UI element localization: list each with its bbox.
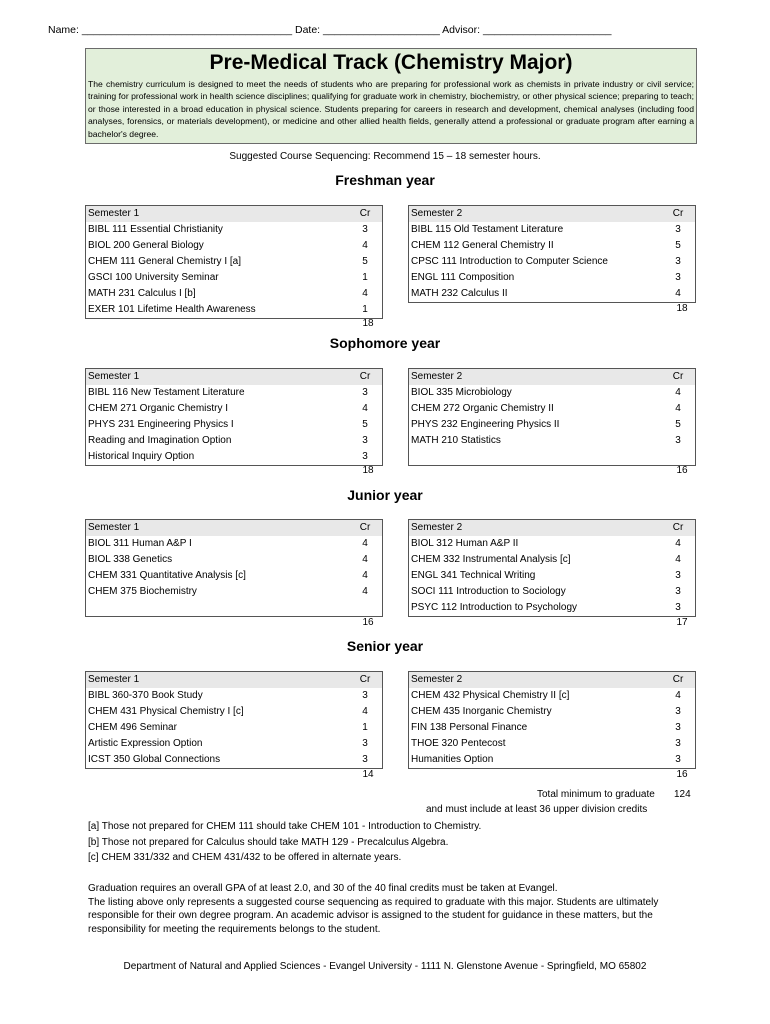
page-footer: Department of Natural and Applied Sciences - Evangel University - 1111 N. Glenstone Avenue - Springfield, MO 65802 <box>123 961 647 972</box>
semester-header: Semester 2 <box>409 369 662 386</box>
course-name: CHEM 332 Instrumental Analysis [c] <box>411 554 571 565</box>
table-row <box>409 286 696 303</box>
course-credits: 4 <box>675 403 681 414</box>
course-credits: 3 <box>675 272 681 283</box>
total-to-graduate-value: 124 <box>674 789 691 800</box>
page-title: Pre-Medical Track (Chemistry Major) <box>209 51 573 74</box>
table-row <box>86 688 383 704</box>
course-name: SOCI 111 Introduction to Sociology <box>411 586 566 597</box>
credits-header: Cr <box>348 520 383 537</box>
credits-header: Cr <box>348 369 383 386</box>
table-row <box>86 401 383 417</box>
table-row <box>409 552 696 568</box>
semester-header: Semester 2 <box>409 672 662 689</box>
gpa-requirement: Graduation requires an overall GPA of at least 2.0, and 30 of the 40 final credits must be taken at Evangel. <box>88 883 558 894</box>
course-credits: 3 <box>362 435 368 446</box>
course-name: EXER 101 Lifetime Health Awareness <box>88 304 256 315</box>
course-credits: 3 <box>362 451 368 462</box>
table-row <box>86 433 383 449</box>
table-row <box>409 704 696 720</box>
course-name: BIBL 360-370 Book Study <box>88 690 203 701</box>
course-name: BIOL 338 Genetics <box>88 554 173 565</box>
table-row <box>409 401 696 417</box>
senior-semester-2-table <box>408 671 696 769</box>
junior-semester-1-table <box>85 519 383 617</box>
table-row <box>409 688 696 704</box>
course-name: MATH 210 Statistics <box>411 435 501 446</box>
table-row <box>86 417 383 433</box>
course-name: BIOL 312 Human A&P II <box>411 538 519 549</box>
table-row <box>86 270 383 286</box>
total-to-graduate-label: Total minimum to graduate <box>537 789 655 800</box>
course-name: CHEM 435 Inorganic Chemistry <box>411 706 552 717</box>
course-credits: 3 <box>362 387 368 398</box>
semester-header: Semester 1 <box>86 520 349 537</box>
semester-header: Semester 1 <box>86 206 349 223</box>
table-row <box>86 584 383 600</box>
course-name: BIBL 115 Old Testament Literature <box>411 224 564 235</box>
course-name: FIN 138 Personal Finance <box>411 722 528 733</box>
course-credits: 3 <box>675 706 681 717</box>
semester-total: 16 <box>362 617 374 628</box>
course-credits: 3 <box>362 690 368 701</box>
course-name: CHEM 431 Physical Chemistry I [c] <box>88 706 244 717</box>
course-name: PHYS 231 Engineering Physics I <box>88 419 234 430</box>
table-row <box>409 270 696 286</box>
table-row <box>86 302 383 319</box>
footnotes <box>88 819 481 866</box>
semester-header: Semester 1 <box>86 672 349 689</box>
course-credits: 4 <box>362 288 368 299</box>
table-row <box>409 536 696 552</box>
course-credits: 4 <box>675 554 681 565</box>
course-credits: 3 <box>675 256 681 267</box>
table-row <box>86 222 383 238</box>
freshman-semester-2-table <box>408 205 696 303</box>
sophomore-semester-2-table <box>408 368 696 466</box>
table-row <box>409 222 696 238</box>
table-row <box>86 286 383 302</box>
course-name: ENGL 111 Composition <box>411 272 515 283</box>
course-credits: 5 <box>362 419 368 430</box>
course-credits: 1 <box>362 304 368 315</box>
table-row <box>409 736 696 752</box>
course-credits: 4 <box>362 554 368 565</box>
intro-paragraph: The chemistry curriculum is designed to meet the needs of students who are preparing for professional work as chemists in private industry or civil service; training for professional work in health science disciplines; qualifying for graduate work in chemistry, biochemistry, or other physical science; preparing to teach; or those interested in a broad education in physical science. Students preparing for careers in research and development, chemical analyses (including food analyses, forensics, or materials development), or medicine and other allied health fields, generally attend a professional or graduate program after earning a bachelor's degree. <box>88 79 694 139</box>
course-name: MATH 231 Calculus I [b] <box>88 288 196 299</box>
course-credits: 5 <box>675 419 681 430</box>
senior-semester-1-table <box>85 671 383 769</box>
course-credits: 4 <box>675 690 681 701</box>
course-credits: 3 <box>362 754 368 765</box>
sophomore-semester-1-table <box>85 368 383 466</box>
freshman-semester-1-table <box>85 205 383 319</box>
credits-header: Cr <box>348 672 383 689</box>
course-credits: 3 <box>362 738 368 749</box>
course-name: CHEM 112 General Chemistry II <box>411 240 554 251</box>
table-row <box>86 752 383 769</box>
course-credits: 3 <box>675 602 681 613</box>
course-name: CHEM 271 Organic Chemistry I <box>88 403 229 414</box>
table-row <box>409 449 696 466</box>
course-credits: 3 <box>675 435 681 446</box>
table-row <box>409 254 696 270</box>
footnote-a: [a] Those not prepared for CHEM 111 should take CHEM 101 - Introduction to Chemistry. <box>88 821 482 832</box>
semester-header: Semester 2 <box>409 520 662 537</box>
course-credits: 3 <box>675 754 681 765</box>
course-credits: 3 <box>675 570 681 581</box>
course-name: CHEM 375 Biochemistry <box>88 586 197 597</box>
semester-total: 17 <box>676 617 688 628</box>
title-box <box>85 48 697 144</box>
table-row <box>86 704 383 720</box>
course-name: BIBL 116 New Testament Literature <box>88 387 245 398</box>
table-row <box>86 536 383 552</box>
course-name: BIBL 111 Essential Christianity <box>88 224 223 235</box>
year-heading-sophomore: Sophomore year <box>329 335 441 351</box>
table-row <box>409 568 696 584</box>
course-name: CHEM 111 General Chemistry I [a] <box>88 256 242 267</box>
credits-header: Cr <box>661 520 696 537</box>
table-row <box>409 752 696 769</box>
course-name: BIOL 335 Microbiology <box>411 387 512 398</box>
advising-disclaimer: The listing above only represents a suggested course sequencing as required to graduate with this major. Students are ultimately responsible for their own degree program. An academic advisor is assigned to the student for guidance in these matters, but the responsibility for meeting the requirements belongs to the student. <box>88 896 659 935</box>
credits-header: Cr <box>661 206 696 223</box>
course-name: CHEM 432 Physical Chemistry II [c] <box>411 690 570 701</box>
table-row <box>86 568 383 584</box>
course-name: Humanities Option <box>411 754 494 765</box>
course-credits: 4 <box>675 387 681 398</box>
course-name: CPSC 111 Introduction to Computer Science <box>411 256 608 267</box>
year-heading-senior: Senior year <box>346 638 424 654</box>
graduation-requirements <box>88 882 688 936</box>
table-row <box>409 720 696 736</box>
table-row <box>409 433 696 449</box>
course-credits: 3 <box>675 586 681 597</box>
year-heading-freshman: Freshman year <box>335 172 435 188</box>
course-name: CHEM 331 Quantitative Analysis [c] <box>88 570 246 581</box>
upper-division-note: and must include at least 36 upper division credits <box>426 804 648 815</box>
semester-total: 18 <box>676 303 688 314</box>
credits-header: Cr <box>348 206 383 223</box>
course-name: PHYS 232 Engineering Physics II <box>411 419 560 430</box>
course-sequencing-note: Suggested Course Sequencing: Recommend 15 – 18 semester hours. <box>229 151 541 162</box>
course-name: CHEM 272 Organic Chemistry II <box>411 403 554 414</box>
year-heading-junior: Junior year <box>347 487 423 503</box>
table-row <box>409 417 696 433</box>
course-name: Historical Inquiry Option <box>88 451 195 462</box>
table-row <box>409 584 696 600</box>
course-name: ENGL 341 Technical Writing <box>411 570 536 581</box>
course-name: Reading and Imagination Option <box>88 435 232 446</box>
course-name: PSYC 112 Introduction to Psychology <box>411 602 578 613</box>
course-name: BIOL 200 General Biology <box>88 240 204 251</box>
table-row <box>409 238 696 254</box>
credits-header: Cr <box>661 672 696 689</box>
table-row <box>86 238 383 254</box>
course-credits: 4 <box>362 403 368 414</box>
course-credits: 4 <box>362 240 368 251</box>
course-credits: 4 <box>675 288 681 299</box>
course-name: MATH 232 Calculus II <box>411 288 508 299</box>
footnote-b: [b] Those not prepared for Calculus should take MATH 129 - Precalculus Algebra. <box>88 836 449 848</box>
table-row <box>86 254 383 270</box>
table-row <box>86 720 383 736</box>
course-credits: 4 <box>362 538 368 549</box>
course-credits: 1 <box>362 272 368 283</box>
course-name: GSCI 100 University Seminar <box>88 272 219 283</box>
course-credits: 3 <box>675 738 681 749</box>
semester-total: 18 <box>362 318 374 329</box>
table-row <box>86 600 383 617</box>
course-name: BIOL 311 Human A&P I <box>88 538 192 549</box>
semester-header: Semester 1 <box>86 369 349 386</box>
course-credits: 4 <box>362 706 368 717</box>
course-credits: 4 <box>675 538 681 549</box>
course-credits: 3 <box>362 224 368 235</box>
course-name: ICST 350 Global Connections <box>88 754 221 765</box>
table-row <box>409 600 696 617</box>
credits-header: Cr <box>661 369 696 386</box>
junior-semester-2-table <box>408 519 696 617</box>
course-name: Artistic Expression Option <box>88 738 203 749</box>
course-name: CHEM 496 Seminar <box>88 722 177 733</box>
semester-total: 16 <box>676 769 688 780</box>
course-credits: 3 <box>675 224 681 235</box>
course-credits: 1 <box>362 722 368 733</box>
course-name: THOE 320 Pentecost <box>411 738 506 749</box>
table-row <box>86 385 383 401</box>
table-row <box>86 736 383 752</box>
table-row <box>409 385 696 401</box>
course-credits: 4 <box>362 570 368 581</box>
course-credits: 3 <box>675 722 681 733</box>
course-credits: 4 <box>362 586 368 597</box>
footnote-c: [c] CHEM 331/332 and CHEM 431/432 to be offered in alternate years. <box>88 852 402 863</box>
semester-header: Semester 2 <box>409 206 662 223</box>
course-credits: 5 <box>362 256 368 267</box>
course-credits: 5 <box>675 240 681 251</box>
semester-total: 18 <box>362 465 374 476</box>
table-row <box>86 449 383 466</box>
semester-total: 14 <box>362 769 374 780</box>
table-row <box>86 552 383 568</box>
student-info-line: Name: ____________________________________ Date: ____________________ Advisor: ______________________ <box>48 24 612 36</box>
semester-total: 16 <box>676 465 688 476</box>
